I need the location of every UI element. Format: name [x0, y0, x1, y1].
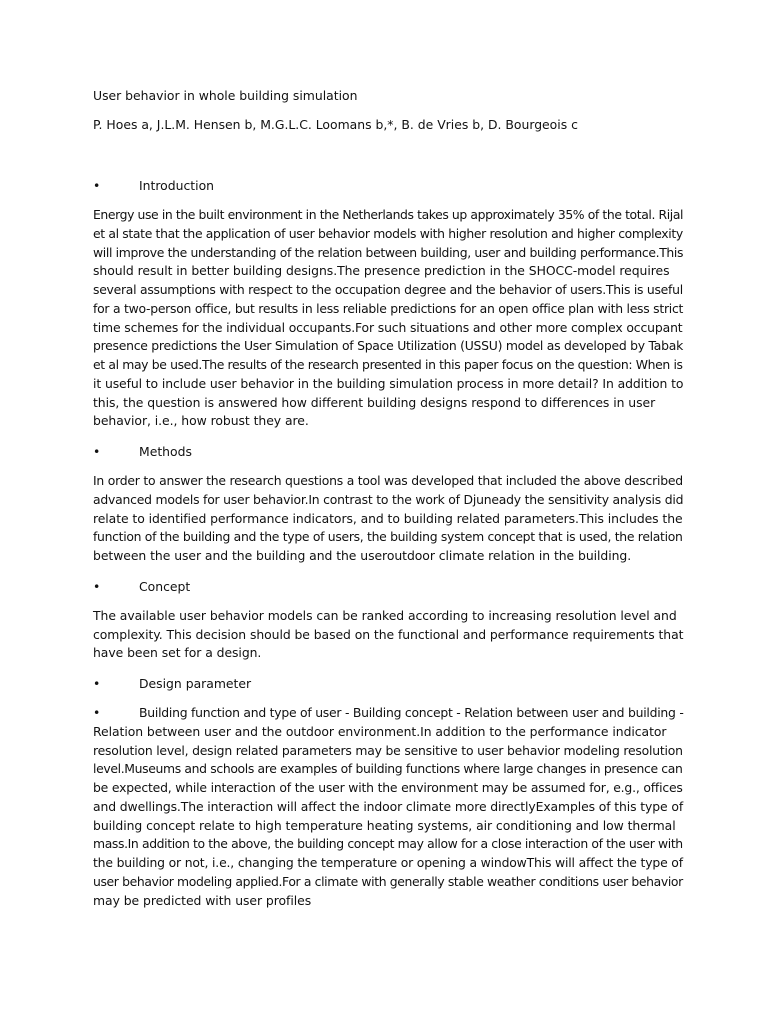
text-line: will improve the understanding of the relation between building, user and building performance.This — [93, 244, 684, 260]
text-line: may be predicted with user profiles — [93, 892, 312, 908]
text-line: et al state that the application of user behavior models with higher resolution and higher complexity — [93, 225, 683, 241]
text-line: should result in better building designs.The presence prediction in the SHOCC-model requires — [93, 263, 670, 279]
bullet-icon: • — [93, 444, 101, 459]
text-line: resolution level, design related parameters may be sensitive to user behavior modeling resolution — [93, 742, 683, 758]
heading-methods-label: Methods — [139, 444, 192, 459]
heading-introduction-label: Introduction — [139, 178, 215, 193]
heading-methods — [93, 442, 683, 461]
text-line: presence predictions the User Simulation of Space Utilization (USSU) model as developed by Tabak — [93, 338, 683, 354]
text-line: behavior, i.e., how robust they are. — [93, 413, 309, 429]
paragraph-methods — [93, 472, 683, 566]
text-line: this, the question is answered how different building designs respond to differences in user — [93, 394, 656, 410]
bullet-icon: • — [93, 578, 101, 594]
document-title: User behavior in whole building simulation — [93, 88, 358, 103]
text-line-content: Building function and type of user - Building concept - Relation between user and building - — [139, 705, 684, 720]
text-line: level.Museums and schools are examples of building functions where large changes in presence can — [93, 761, 683, 777]
text-line: advanced models for user behavior.In contrast to the work of Djuneady the sensitivity analysis did — [93, 491, 684, 507]
paragraph-design-parameter — [93, 704, 683, 910]
heading-concept-label: Concept — [139, 578, 191, 594]
text-line: function of the building and the type of users, the building system concept that is used, the relation — [93, 529, 683, 545]
text-line: it useful to include user behavior in the building simulation process in more detail? In addition to — [93, 375, 684, 391]
text-line: several assumptions with respect to the occupation degree and the behavior of users.This is useful — [93, 282, 683, 297]
text-line: mass.In addition to the above, the building concept may allow for a close interaction of the user with — [93, 836, 683, 852]
text-line: complexity. This decision should be based on the functional and performance requirements that — [93, 626, 684, 642]
text-line: time schemes for the individual occupants.For such situations and other more complex occupant — [93, 319, 683, 335]
paragraph-concept — [93, 607, 683, 663]
paragraph-introduction — [93, 206, 683, 431]
text-line: The available user behavior models can be ranked according to increasing resolution level and — [93, 607, 677, 623]
heading-design-parameter — [93, 674, 683, 693]
text-line — [93, 704, 683, 723]
text-line: building concept relate to high temperature heating systems, air conditioning and low thermal — [93, 817, 676, 833]
text-line: be expected, while interaction of the user with the environment may be assumed for, e.g., offices — [93, 780, 683, 795]
document-authors: P. Hoes a, J.L.M. Hensen b, M.G.L.C. Loomans b,*, B. de Vries b, D. Bourgeois c — [93, 117, 578, 132]
text-line: user behavior modeling applied.For a climate with generally stable weather conditions user behavior — [93, 873, 683, 889]
text-line: Energy use in the built environment in the Netherlands takes up approximately 35% of the total. Rijal — [93, 207, 684, 222]
text-line: between the user and the building and the useroutdoor climate relation in the building. — [93, 548, 632, 563]
text-line: et al may be used.The results of the research presented in this paper focus on the question: When is — [93, 357, 683, 372]
text-line: have been set for a design. — [93, 645, 262, 661]
heading-introduction — [93, 176, 683, 195]
text-line: Relation between user and the outdoor environment.In addition to the performance indicator — [93, 723, 667, 739]
document-page — [93, 86, 683, 921]
heading-concept — [93, 577, 683, 596]
bullet-icon: • — [93, 705, 101, 720]
text-line: the building or not, i.e., changing the temperature or opening a windowThis will affect the type of — [93, 855, 683, 870]
text-line: and dwellings.The interaction will affect the indoor climate more directlyExamples of this type of — [93, 798, 684, 814]
text-line: for a two-person office, but results in less reliable predictions for an open office plan with less strict — [93, 300, 684, 316]
heading-design-parameter-label: Design parameter — [139, 676, 252, 691]
text-line: relate to identified performance indicators, and to building related parameters.This includes the — [93, 510, 683, 526]
text-line: In order to answer the research questions a tool was developed that included the above described — [93, 473, 683, 488]
bullet-icon: • — [93, 676, 101, 691]
bullet-icon: • — [93, 178, 101, 193]
